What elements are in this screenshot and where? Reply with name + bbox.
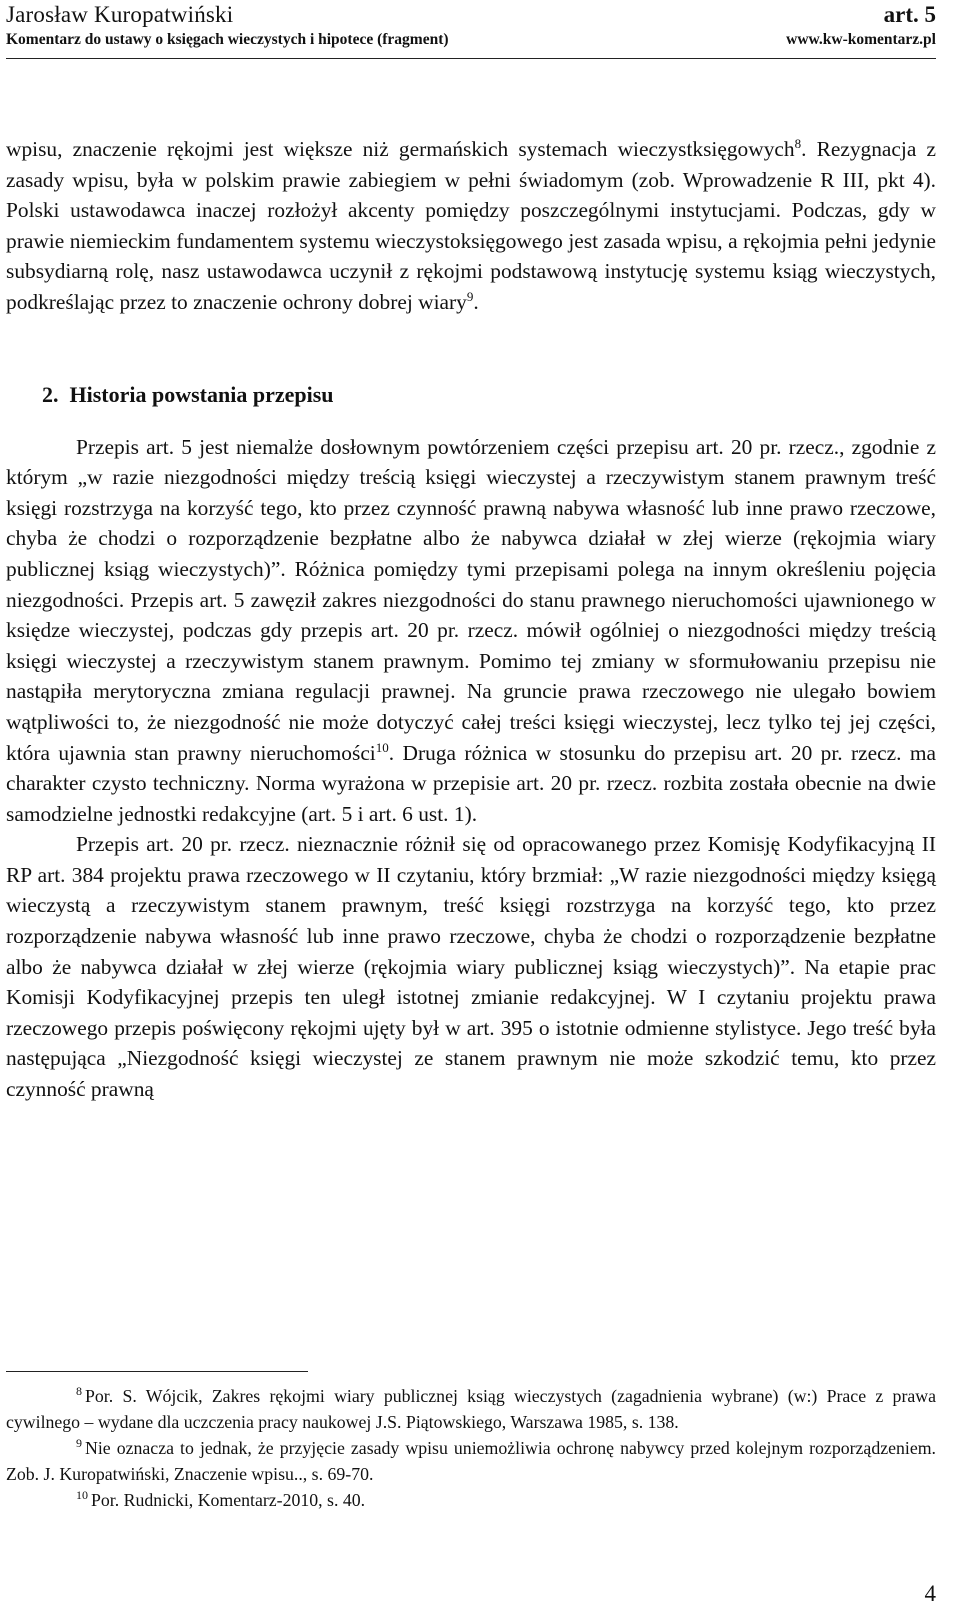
paragraph-2-text-cont: . Druga różnica w stosunku do przepisu art. 20 pr. rzecz. ma charakter czysto techniczny. Norma wyrażona w przepisie art. 20 pr. rzecz. rozbita została obecnie na dwie samodzielne jednostki redakcyjne (art. 5 i art. 6 ust. 1). <box>6 740 937 826</box>
paragraph-1-end: . <box>473 289 479 314</box>
header-author: Jarosław Kuropatwiński <box>6 2 234 27</box>
footnote-text: Por. S. Wójcik, Zakres rękojmi wiary publicznej ksiąg wieczystych (zagadnienia wybrane) (w:) Prace z prawa cywilnego – wydane dla uczczenia pracy naukowej J.S. Piątowskiego, Warszawa 1985, s. 138. <box>6 1386 936 1432</box>
footnote-text: Nie oznacza to jednak, że przyjęcie zasady wpisu uniemożliwia ochronę nabywcy przed kolejnym rozporządzeniem. Zob. J. Kuropatwiński, Znaczenie wpisu.., s. 69-70. <box>6 1438 936 1484</box>
paragraph-1-text: wpisu, znaczenie rękojmi jest większe niż germańskich systemach wieczystksięgowych <box>6 137 795 161</box>
footnote-ref-9[interactable]: 9 <box>466 288 474 304</box>
section-title: Historia powstania przepisu <box>69 381 334 407</box>
footnote-8 <box>6 1383 936 1435</box>
main-text <box>6 134 936 1105</box>
paragraph-1 <box>6 134 936 318</box>
paragraph-2 <box>6 432 936 830</box>
page-header <box>6 0 936 59</box>
footnote-text: Por. Rudnicki, Komentarz-2010, s. 40. <box>91 1490 366 1510</box>
header-article: art. 5 <box>883 2 936 27</box>
footnote-number: 8 <box>76 1384 82 1399</box>
header-url-link[interactable]: www.kw-komentarz.pl <box>786 31 936 48</box>
paragraph-2-text: Przepis art. 5 jest niemalże dosłownym powtórzeniem części przepisu art. 20 pr. rzecz., zgodnie z którym „w razie niezgodności między treścią księgi wieczystej a rzeczywistym stanem prawnym treść księgi rozstrzyga na korzyść tego, kto przez czynność prawną nabywa własność lub inne prawo rzeczowe, chyba że chodzi o rozporządzenie bezpłatne albo że nabywca działał w złej wierze (rękojmia wiary publicznej ksiąg wieczystych)”. Różnica pomiędzy tymi przepisami polega na innym określeniu pojęcia niezgodności. Przepis art. 5 zawęził zakres niezgodności do stanu prawnego nieruchomości ujawnionego w księdze wieczystej, podczas gdy przepis art. 20 pr. rzecz. mówił ogólniej o niezgodności między treścią księgi wieczystej a rzeczywistym stanem prawnym. Pomimo tej zmiany w sformułowaniu przepisu nie nastąpiła merytoryczna zmiana regulacji prawnej. Na gruncie prawa rzeczowego nie ulegało bowiem wątpliwości to, że niezgodność nie może dotyczyć całej treści księgi wieczystej, lecz tylko tej jej części, która ujawnia stan prawny nieruchomości <box>6 434 936 765</box>
footnote-ref-8[interactable]: 8 <box>794 135 802 151</box>
paragraph-1-text-cont: . Rezygnacja z zasady wpisu, była w polskim prawie zabiegiem w pełni świadomym (zob. Wprowadzenie R III, pkt 4). Polski ustawodawca inaczej rozłożył akcenty pomiędzy poszczególnymi instytucjami. Podczas, gdy w prawie niemieckim fundamentem systemu wieczystoksięgowego jest zasada wpisu, a rękojmia pełni jedynie subsydiarną rolę, nasz ustawodawca uczynił z rękojmi podstawową instytucję systemu ksiąg wieczystych, podkreślając przez to znaczenie ochrony dobrej wiary <box>6 137 936 314</box>
footnotes <box>6 1383 936 1513</box>
footnote-number: 9 <box>76 1436 82 1451</box>
section-number: 2. <box>42 381 59 407</box>
paragraph-3: Przepis art. 20 pr. rzecz. nieznacznie różnił się od opracowanego przez Komisję Kodyfikacyjną II RP art. 384 projektu prawa rzeczowego w II czytaniu, który brzmiał: „W razie niezgodności między księgą wieczystą a rzeczywistym stanem prawnym, treść księgi rozstrzyga na korzyść tego, kto przez rozporządzenie nabywa własność lub inne prawo rzeczowe, chyba że chodzi o rozporządzenie bezpłatne albo że nabywca działał w złej wierze (rękojmia wiary publicznej ksiąg wieczystych)”. Na etapie prac Komisji Kodyfikacyjnej przepis ten uległ istotnej zmianie redakcyjnej. W I czytaniu projektu prawa rzeczowego przepis poświęcony rękojmi ujęty był w art. 395 o istotnie odmienne stylistyce. Jego treść była następująca „Niezgodność księgi wieczystej ze stanem prawnym nie może szkodzić temu, kto przez czynność prawną <box>6 832 936 1102</box>
header-subtitle: Komentarz do ustawy o księgach wieczystych i hipotece (fragment) <box>6 31 449 48</box>
footnote-10 <box>6 1487 936 1513</box>
footnote-ref-10[interactable]: 10 <box>375 739 389 755</box>
section-heading <box>6 380 936 410</box>
footnote-separator <box>6 1371 308 1372</box>
footnote-9 <box>6 1435 936 1487</box>
page-number: 4 <box>924 1581 936 1606</box>
footnote-number: 10 <box>76 1488 88 1503</box>
